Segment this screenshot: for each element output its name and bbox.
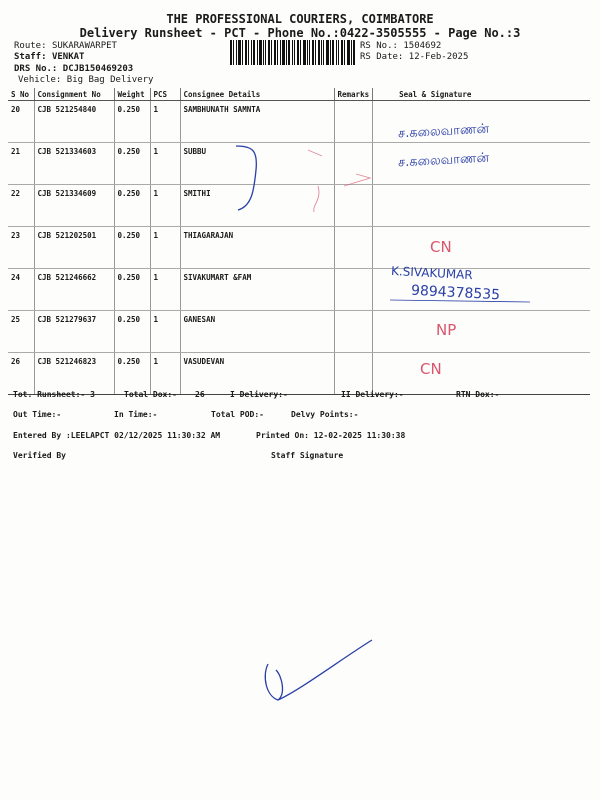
runsheet-subtitle: Delivery Runsheet - PCT - Phone No.:0422-3505555 - Page No.:3 [79,26,521,40]
table-row [8,269,590,311]
cell-sno: 25 [8,311,34,353]
staff-signature: Staff Signature [271,451,344,460]
drs-line: DRS No.: DCJB150469203 [14,64,134,74]
rs-no-line: RS No.: 1504692 [360,41,442,51]
drs-value: DCJB150469203 [62,64,134,74]
i-delivery: I Delivery:- [230,390,288,399]
staff-value: VENKAT [51,52,85,62]
cell-sno: 24 [8,269,34,311]
col-remarks: Remarks [334,88,373,101]
cell-weight: 0.250 [114,185,150,227]
cell-pcs: 1 [150,353,180,395]
vehicle-line: Vehicle: Big Bag Delivery [18,75,154,85]
cell-pcs: 1 [150,185,180,227]
handwritten-sivakumar-name: K.SIVAKUMAR [390,263,474,283]
table-row [8,227,590,269]
rs-date-value: 12-Feb-2025 [408,52,469,62]
cell-sno: 20 [8,101,34,143]
cell-consignee: SMITHI [180,185,334,227]
cell-remarks [334,311,373,353]
out-time: Out Time:- [13,410,62,419]
handwritten-signature-1: ச.கலைவாணன் [397,121,490,142]
total-dox-label: Total Dox:- [124,390,177,399]
handwritten-cn-1: CN [430,238,452,256]
cell-sno: 26 [8,353,34,395]
entered-by: Entered By :LEELAPCT 02/12/2025 11:30:32 AM [13,431,221,440]
tot-runsheet: Tot. Runsheet:- 3 [13,390,95,399]
cell-consignee: GANESAN [180,311,334,353]
cell-remarks [334,185,373,227]
cell-pcs: 1 [150,269,180,311]
col-sno: S No [8,88,34,101]
bottom-signature-mark [265,640,372,700]
table-row [8,101,590,143]
table-row [8,185,590,227]
table-row [8,143,590,185]
cell-sno: 21 [8,143,34,185]
vehicle-value: Big Bag Delivery [66,75,154,85]
cell-weight: 0.250 [114,353,150,395]
cell-consignment: CJB 521246823 [34,353,114,395]
table-header-row [8,88,590,101]
cell-signature [373,353,590,395]
cell-pcs: 1 [150,101,180,143]
cell-remarks [334,227,373,269]
table-row [8,353,590,395]
cell-remarks [334,353,373,395]
cell-consignee: SIVAKUMART &FAM [180,269,334,311]
delvy-points: Delvy Points:- [291,410,359,419]
company-title: THE PROFESSIONAL COURIERS, COIMBATORE [166,12,434,26]
cell-consignee: THIAGARAJAN [180,227,334,269]
col-seal-signature: Seal & Signature [373,88,590,101]
handwritten-signature-2: ச.கலைவாணன் [397,150,490,171]
cell-sno: 23 [8,227,34,269]
route-value: SUKARAWARPET [51,41,117,51]
cell-sno: 22 [8,185,34,227]
table-row [8,311,590,353]
runsheet-table [8,88,590,395]
printed-on: Printed On: 12-02-2025 11:30:38 [256,431,406,440]
col-weight: Weight [114,88,150,101]
cell-signature [373,227,590,269]
in-time: In Time:- [114,410,158,419]
verified-by: Verified By [13,451,66,460]
rtn-dox: RTN Dox:- [456,390,500,399]
cell-consignment: CJB 521254840 [34,101,114,143]
col-consignee: Consignee Details [180,88,334,101]
cell-weight: 0.250 [114,227,150,269]
col-pcs: PCS [150,88,180,101]
cell-consignment: CJB 521246662 [34,269,114,311]
cell-consignee: SUBBU [180,143,334,185]
route-line: Route: SUKARAWARPET [14,41,117,51]
handwritten-np: NP [436,321,457,339]
cell-signature [373,311,590,353]
cell-remarks [334,269,373,311]
cell-consignment: CJB 521334603 [34,143,114,185]
cell-weight: 0.250 [114,311,150,353]
rs-date-line: RS Date: 12-Feb-2025 [360,52,469,62]
cell-pcs: 1 [150,311,180,353]
rs-no-value: 1504692 [403,41,442,51]
cell-weight: 0.250 [114,101,150,143]
cell-weight: 0.250 [114,269,150,311]
cell-consignment: CJB 521202501 [34,227,114,269]
cell-consignment: CJB 521334609 [34,185,114,227]
cell-consignee: SAMBHUNATH SAMNTA [180,101,334,143]
total-dox-value: 26 [195,390,205,399]
handwritten-cn-2: CN [420,360,442,378]
cell-remarks [334,143,373,185]
cell-remarks [334,101,373,143]
ii-delivery: II Delivery:- [341,390,404,399]
barcode [230,40,355,65]
handwritten-sivakumar-phone: 9894378535 [410,282,501,304]
cell-signature [373,185,590,227]
cell-consignee: VASUDEVAN [180,353,334,395]
cell-consignment: CJB 521279637 [34,311,114,353]
cell-weight: 0.250 [114,143,150,185]
staff-line: Staff: VENKAT [14,52,85,62]
col-consignment: Consignment No [34,88,114,101]
cell-pcs: 1 [150,143,180,185]
total-pod: Total POD:- [211,410,264,419]
cell-pcs: 1 [150,227,180,269]
